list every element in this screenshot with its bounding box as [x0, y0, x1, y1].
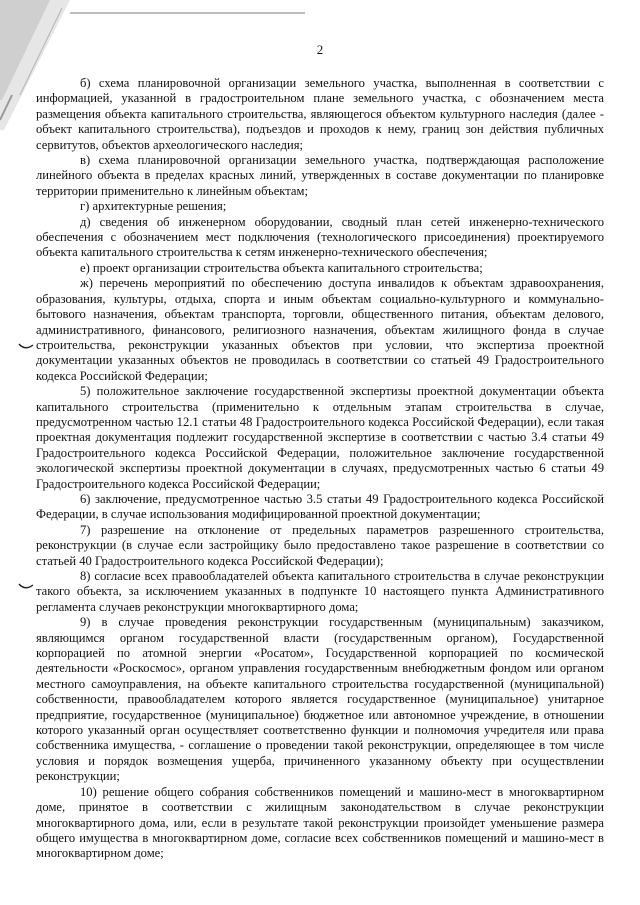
paragraph: б) схема планировочной организации земельного участка, выполненная в соответствии с информацией, указанной в градостроительном плане земельного участка, с обозначением места размещения объекта капитального строительства, являющегося объектом культурного наследия (далее - объект капитального строительства), подъездов и проходов к нему, границ зон действия публичных сервитутов, объектов археологического наследия;: [36, 76, 604, 152]
scan-top-line: [70, 12, 305, 14]
paragraph: е) проект организации строительства объекта капитального строительства;: [80, 260, 483, 275]
paragraph: ж) перечень мероприятий по обеспечению доступа инвалидов к объектам здравоохранения, образования, культуры, отдыха, спорта и иным объектам социально-культурного и коммунально-бытового назначения, объектам транспорта, торговли, общественного питания, объектам делового, административного, финансового, религиозного назначения, объектам жилищного фонда в случае строительства, реконструкции указанных объектов при условии, что экспертиза проектной документации указанных объектов не проводилась в соответствии со статьей 49 Градостроительного кодекса Российской Федерации;: [36, 276, 604, 383]
paragraph: 6) заключение, предусмотренное частью 3.5 статьи 49 Градостроительного кодекса Российской Федерации, в случае использования модифицированной проектной документации;: [36, 491, 604, 522]
margin-checkmark: [18, 342, 34, 350]
paragraph: 8) согласие всех правообладателей объекта капитального строительства в случае реконструкции такого объекта, за исключением указанных в подпункте 10 настоящего пункта Административного регламента случаев реконструкции многоквартирного дома;: [36, 569, 604, 614]
paragraph: 7) разрешение на отклонение от предельных параметров разрешенного строительства, реконструкции (в случае если застройщику было предоставлено такое разрешение в соответствии со статьей 40 Градостроительного кодекса Российской Федерации);: [36, 522, 604, 568]
paragraph: д) сведения об инженерном оборудовании, сводный план сетей инженерно-технического обеспечения с обозначением мест подключения (технологического присоединения) проектируемого объекта капитального строительства к сетям инженерно-технического обеспечения;: [36, 214, 604, 260]
page-number: 2: [316, 42, 324, 57]
paragraph: 10) решение общего собрания собственников помещений и машино-мест в многоквартирном доме, принятое в соответствии с жилищным законодательством в случае реконструкции многоквартирного дома, или, если в результате такой реконструкции произойдет уменьшение размера общего имущества в многоквартирном доме, согласие всех собственников помещений и машино-мест в многоквартирном доме;: [36, 784, 604, 861]
paragraph: 5) положительное заключение государственной экспертизы проектной документации объекта капитального строительства (применительно к отдельным этапам строительства в случае, предусмотренном частью 12.1 статьи 48 Градостроительного кодекса Российской Федерации), если такая проектная документация подлежит государственной экспертизе в соответствии с частью 3.4 статьи 49 Градостроительного кодекса Российской Федерации, положительное заключение государственной экологической экспертизы проектной документации в случаях, предусмотренных частью 6 статьи 49 Градостроительного кодекса Российской Федерации;: [36, 384, 604, 491]
paragraph: в) схема планировочной организации земельного участка, подтверждающая расположение линейного объекта в пределах красных линий, утвержденных в составе документации по планировке территории применительно к линейным объектам;: [36, 153, 604, 198]
paragraph: 9) в случае проведения реконструкции государственным (муниципальным) заказчиком, являющимся органом государственной власти (государственным органом), Государственной корпорацией по атомной энергии «Росатом», Государственной корпорацией по космической деятельности «Роскосмос», органом управления государственным внебюджетным фондом или органом местного самоуправления, на объекте капитального строительства государственной (муниципальной) собственности, правообладателем которого является государственное (муниципальное) унитарное предприятие, государственное (муниципальное) бюджетное или автономное учреждение, в отношении которого указанный орган осуществляет соответственно функции и полномочия учредителя или права собственника имущества, - соглашение о проведении такой реконструкции, определяющее в том числе условия и порядок возмещения ущерба, причиненного указанному объекту при осуществлении реконструкции;: [36, 615, 604, 784]
paragraph: г) архитектурные решения;: [80, 199, 227, 214]
margin-checkmark: [18, 582, 34, 590]
document-body: [36, 76, 604, 862]
